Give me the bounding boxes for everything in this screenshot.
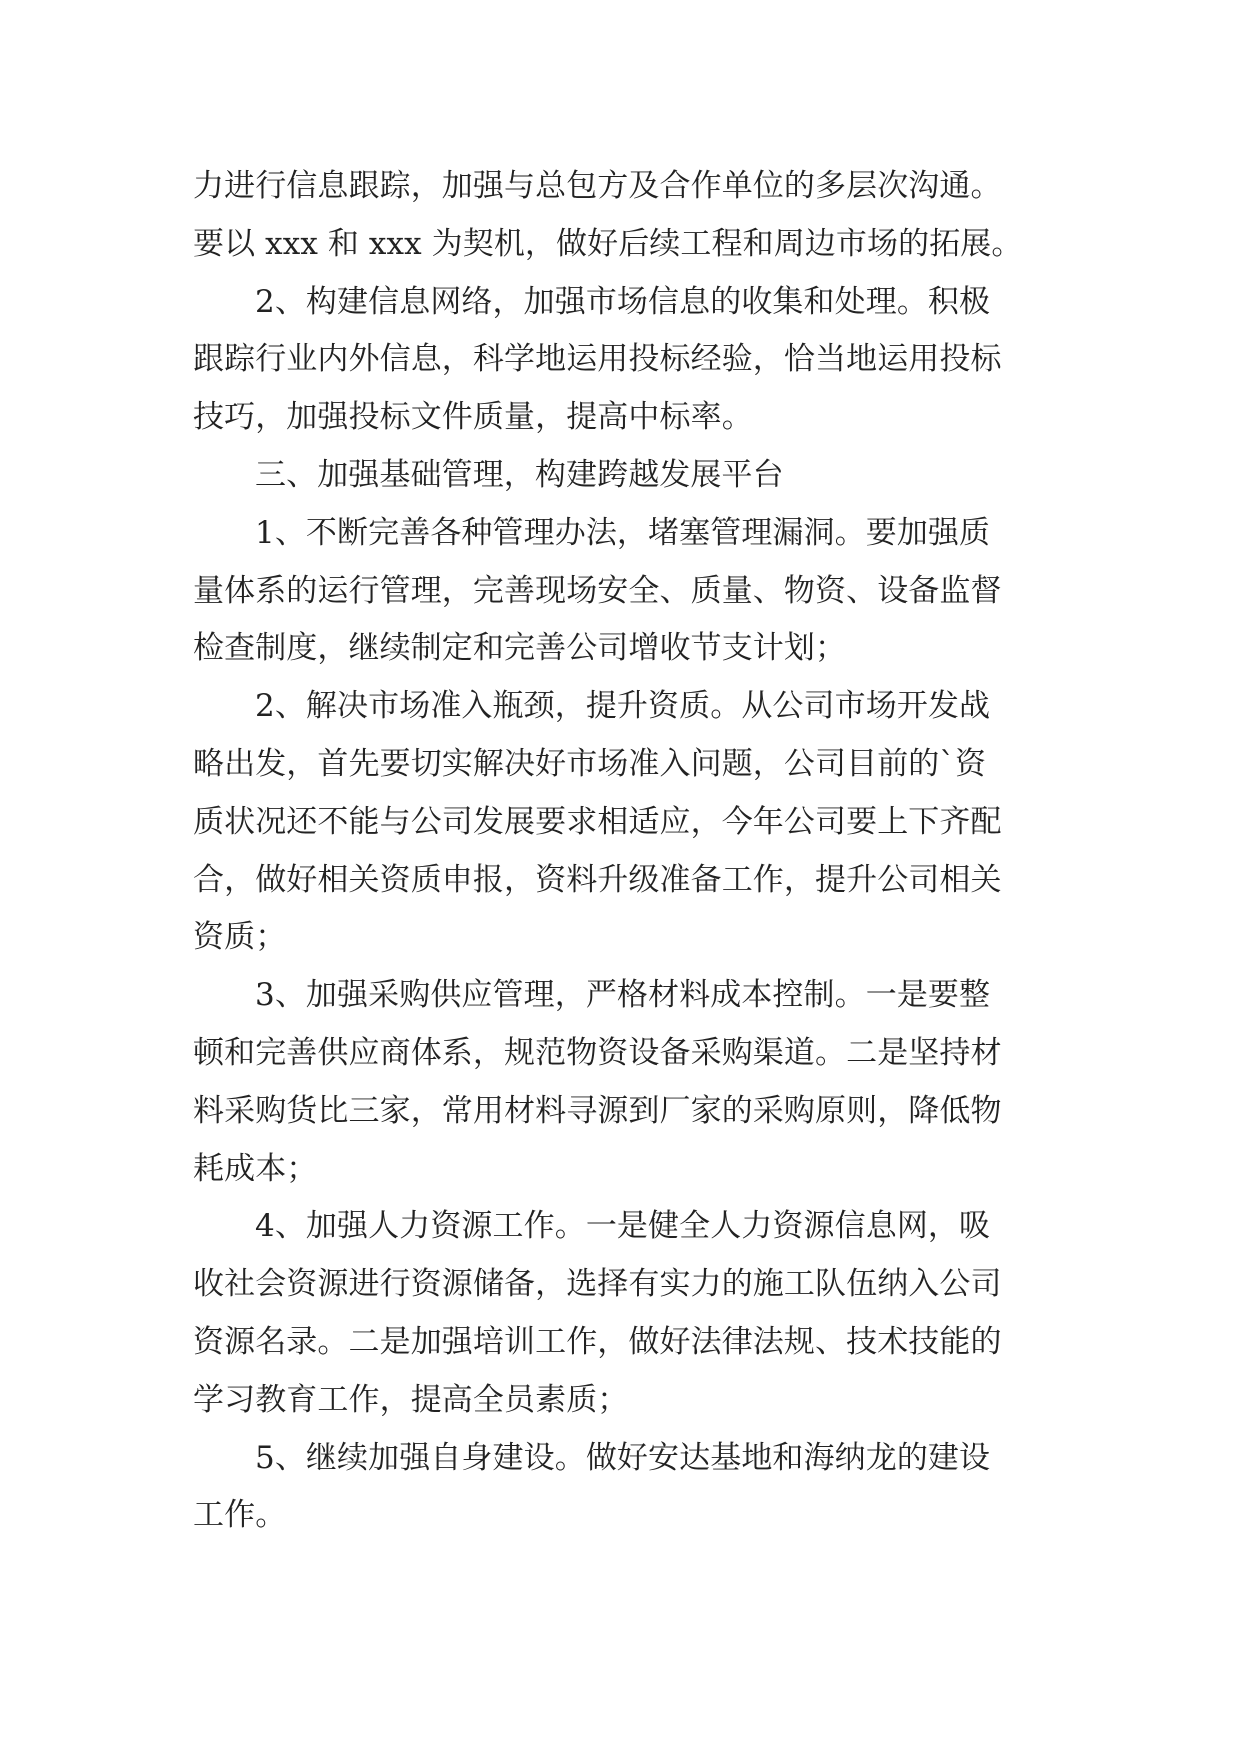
text-line: 检查制度，继续制定和完善公司增收节支计划； — [193, 630, 847, 667]
text-line: 质状况还不能与公司发展要求相适应，今年公司要上下齐配 — [193, 803, 1002, 840]
text-line: 耗成本； — [193, 1150, 318, 1187]
text-line: 量体系的运行管理，完善现场安全、质量、物资、设备监督 — [193, 572, 1002, 609]
paragraph-start-line: 1、不断完善各种管理办法，堵塞管理漏洞。要加强质 — [255, 514, 991, 551]
text-line: 学习教育工作，提高全员素质； — [193, 1381, 629, 1418]
text-line: 资质； — [193, 919, 287, 956]
text-line: 略出发，首先要切实解决好市场准入问题，公司目前的`资 — [193, 745, 987, 782]
text-line: 跟踪行业内外信息，科学地运用投标经验，恰当地运用投标 — [193, 341, 1002, 378]
section-heading: 三、加强基础管理，构建跨越发展平台 — [255, 456, 784, 493]
text-line: 合，做好相关资质申报，资料升级准备工作，提升公司相关 — [193, 861, 1002, 898]
text-line: 要以 xxx 和 xxx 为契机，做好后续工程和周边市场的拓展。 — [193, 225, 1023, 262]
text-line: 技巧，加强投标文件质量，提高中标率。 — [193, 399, 753, 436]
paragraph-start-line: 2、解决市场准入瓶颈，提升资质。从公司市场开发战 — [255, 688, 991, 725]
paragraph-start-line: 2、构建信息网络，加强市场信息的收集和处理。积极 — [255, 283, 991, 320]
text-line: 资源名录。二是加强培训工作，做好法律法规、技术技能的 — [193, 1323, 1002, 1360]
paragraph-start-line: 5、继续加强自身建设。做好安达基地和海纳龙的建设 — [255, 1439, 991, 1476]
paragraph-start-line: 3、加强采购供应管理，严格材料成本控制。一是要整 — [255, 977, 991, 1014]
document-body — [193, 158, 1053, 1545]
text-line: 顿和完善供应商体系，规范物资设备采购渠道。二是坚持材 — [193, 1034, 1002, 1071]
text-line: 收社会资源进行资源储备，选择有实力的施工队伍纳入公司 — [193, 1266, 1002, 1303]
text-line: 工作。 — [193, 1497, 287, 1534]
text-line: 力进行信息跟踪，加强与总包方及合作单位的多层次沟通。 — [193, 168, 1002, 204]
paragraph-start-line: 4、加强人力资源工作。一是健全人力资源信息网，吸 — [255, 1208, 991, 1245]
text-line: 料采购货比三家，常用材料寻源到厂家的采购原则，降低物 — [193, 1092, 1002, 1129]
